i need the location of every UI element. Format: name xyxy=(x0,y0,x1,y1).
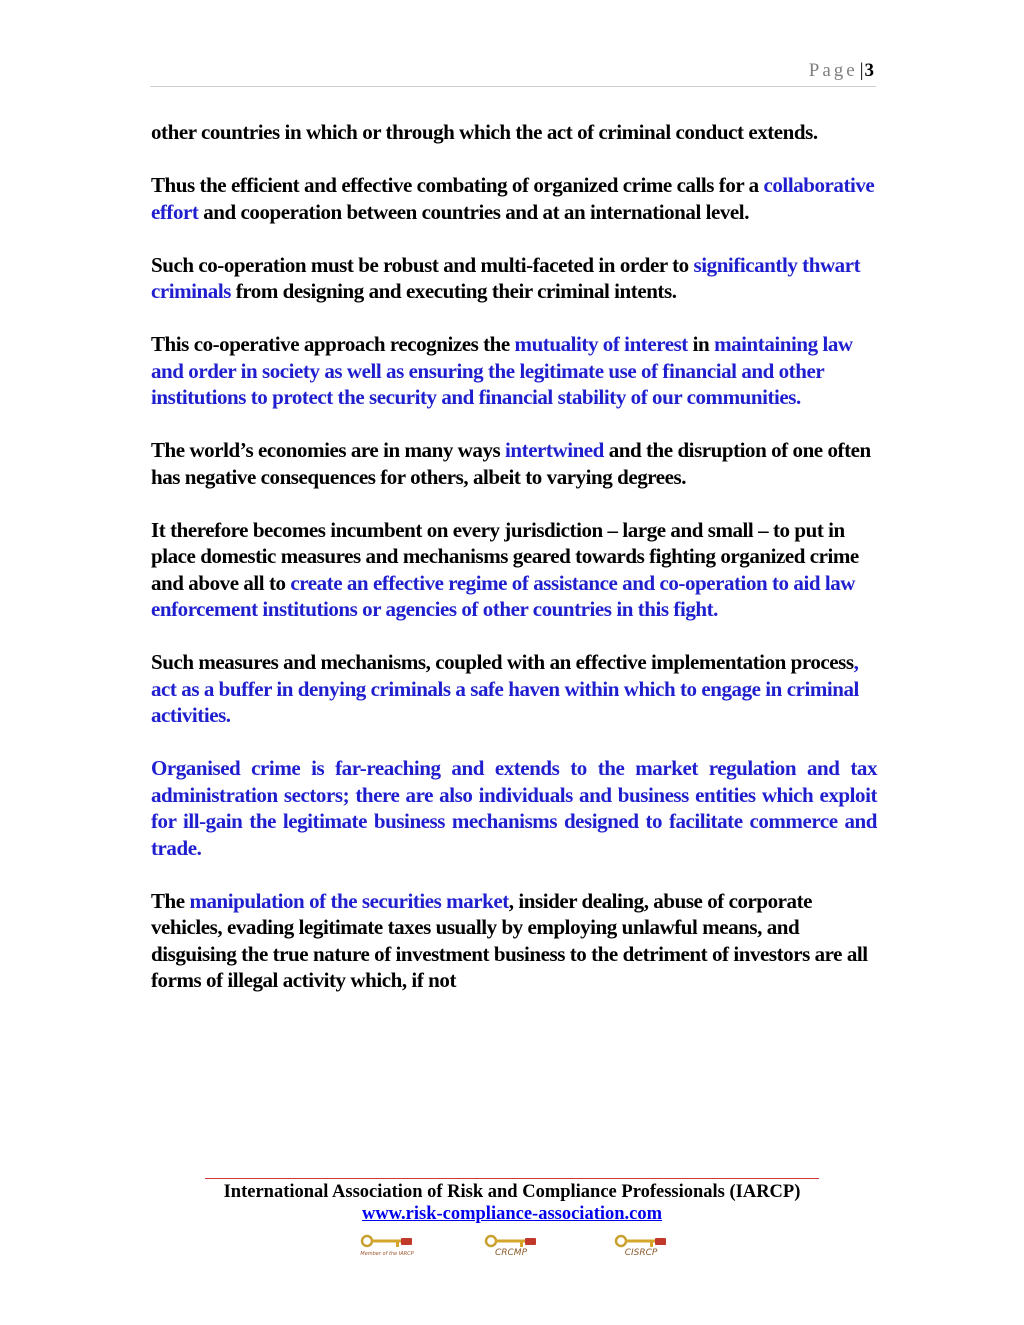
page-number: 3 xyxy=(864,60,874,81)
highlight-text: mutuality of interest xyxy=(514,332,688,356)
highlight-text: significantly thwart criminals xyxy=(151,252,861,303)
highlight-text: create an effective regime of assistance and co-operation to aid law enforcement institutions or agencies of other countries in this fight. xyxy=(151,570,856,621)
highlight-text: , act as a buffer in denying criminals a safe haven within which to engage in criminal activities. xyxy=(151,650,859,727)
paragraph-4: This co-operative approach recognizes the mutuality of interest in maintaining law and order in society as well as ensuring the legitimate use of financial and other institutions to protect the security and financial stability of our communities. xyxy=(151,332,853,409)
page-number-label: Page |3 xyxy=(808,60,874,81)
paragraph-2: Thus the efficient and effective combating of organized crime calls for a collaborative effort and cooperation between countries and at an international level. xyxy=(151,173,875,224)
footer-divider xyxy=(205,1178,819,1179)
highlight-text: collaborative effort xyxy=(151,173,875,224)
highlight-text: maintaining law and order in society as well as ensuring the legitimate use of financial and other institutions to protect the security and financial stability of our communities. xyxy=(151,332,853,409)
document-body xyxy=(151,119,877,1020)
highlight-text: Organised crime is far-reaching and extends to the market regulation and tax administration sectors; there are also individuals and business entities which exploit for ill-gain the legitimate business mechanisms designed to facilitate commerce and trade. xyxy=(151,756,877,860)
paragraph-9: The manipulation of the securities market, insider dealing, abuse of corporate vehicles, evading legitimate taxes usually by employing unlawful means, and disguising the true nature of investment business to the detriment of investors are all forms of illegal activity which, if not xyxy=(151,888,868,992)
paragraph-7: Such measures and mechanisms, coupled with an effective implementation process, act as a buffer in denying criminals a safe haven within which to engage in criminal activities. xyxy=(151,650,859,727)
logo-caption: Member of the IARCP xyxy=(360,1251,414,1257)
page-label-text: Page xyxy=(808,60,858,81)
paragraph-8 xyxy=(151,755,877,861)
key-logo-cisrcp-icon xyxy=(614,1234,668,1262)
key-logo-crcmp-icon xyxy=(484,1234,538,1262)
key-logo-member-icon xyxy=(360,1234,414,1262)
footer-organization: International Association of Risk and Compliance Professionals (IARCP) xyxy=(223,1182,801,1202)
paragraph-5: The world’s economies are in many ways intertwined and the disruption of one often has negative consequences for others, albeit to varying degrees. xyxy=(151,438,871,489)
footer-website-link[interactable]: www.risk-compliance-association.com xyxy=(361,1204,663,1224)
paragraph-3: Such co-operation must be robust and multi-faceted in order to significantly thwart criminals from designing and executing their criminal intents. xyxy=(151,252,861,303)
paragraph-1: other countries in which or through which the act of criminal conduct extends. xyxy=(151,120,818,144)
logo-caption: CRCMP xyxy=(494,1248,527,1258)
footer-logos xyxy=(0,1234,1024,1264)
logo-caption: CISRCP xyxy=(624,1248,658,1258)
highlight-text: intertwined xyxy=(505,438,604,462)
page-header xyxy=(150,58,876,87)
paragraph-6: It therefore becomes incumbent on every jurisdiction – large and small – to put in place domestic measures and mechanisms geared towards fighting organized crime and above all to create an effective regime of assistance and co-operation to aid law enforcement institutions or agencies of other countries in this fight. xyxy=(151,517,859,621)
highlight-text: manipulation of the securities market xyxy=(189,888,509,913)
